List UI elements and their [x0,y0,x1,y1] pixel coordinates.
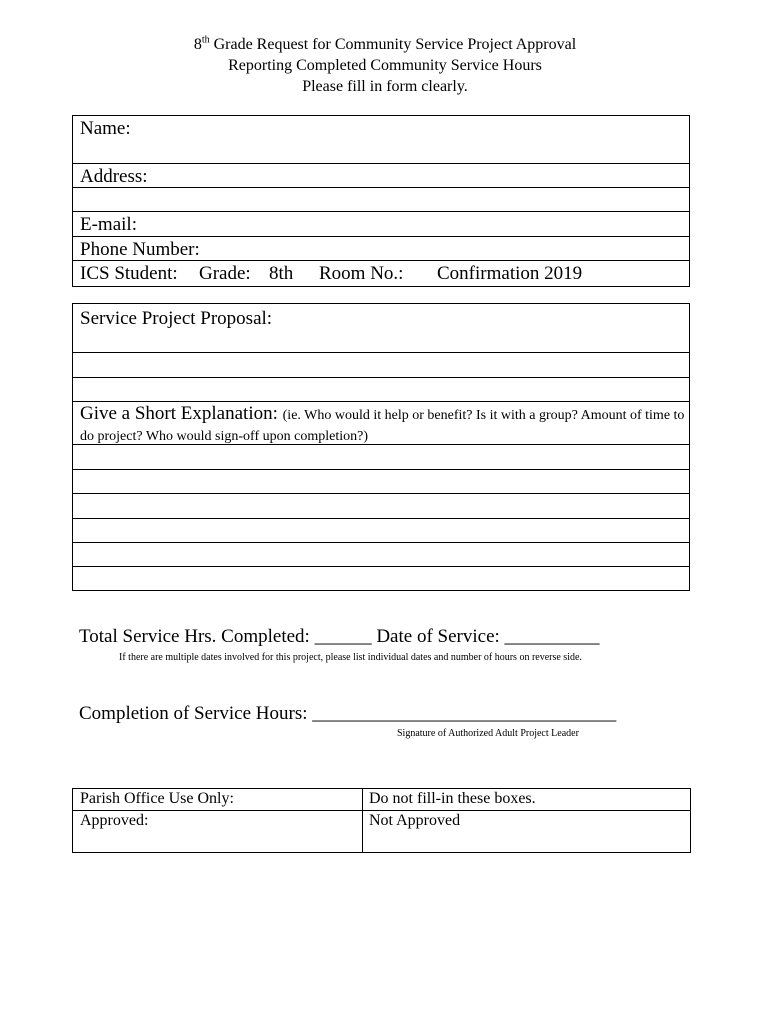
explanation-line-2[interactable] [73,470,689,494]
proposal-label: Service Project Proposal: [80,308,273,329]
explanation-line-5[interactable] [73,543,689,567]
address-row[interactable] [73,164,689,188]
confirmation-text: Confirmation 2019 [437,263,583,284]
ics-student-row[interactable] [73,261,689,286]
student-info-box [72,115,690,287]
approved-label: Approved: [80,812,149,829]
total-hours-line[interactable]: Total Service Hrs. Completed: ______ Date of Service: __________ [79,626,600,647]
explanation-label: Give a Short Explanation: [80,403,278,424]
phone-row[interactable] [73,237,689,261]
email-label: E-mail: [80,214,137,235]
office-row-divider [73,810,690,811]
form-subtitle: Reporting Completed Community Service Hours [228,57,542,74]
proposal-box [72,303,690,591]
grade-value: 8th [269,263,294,284]
form-instruction: Please fill in form clearly. [302,78,468,95]
form-title: 8th Grade Request for Community Service Project Approval [193,34,577,53]
email-row[interactable] [73,212,689,237]
explanation-line-1[interactable] [73,445,689,470]
name-label: Name: [80,118,131,139]
explanation-hint: (ie. Who would it help or benefit? Is it with a group? Amount of time to do project? Who would sign-off upon completion?) [80,408,685,444]
explanation-row[interactable] [73,402,689,445]
signature-note: Signature of Authorized Adult Project Leader [397,728,579,739]
proposal-line-2[interactable] [73,378,689,402]
address-row-2[interactable] [73,188,689,212]
room-label: Room No.: [319,263,404,284]
form-header [0,34,770,97]
ics-student-label: ICS Student: [80,263,178,284]
office-column-divider [362,789,363,852]
explanation-line-3[interactable] [73,494,689,519]
not-approved-label: Not Approved [369,812,461,829]
name-row[interactable] [73,116,689,164]
proposal-row[interactable] [73,304,689,353]
phone-label: Phone Number: [80,239,200,260]
completion-signature-line[interactable]: Completion of Service Hours: ________________________________ [79,703,617,724]
proposal-line-1[interactable] [73,353,689,378]
explanation-line-4[interactable] [73,519,689,543]
explanation-line-6[interactable] [73,567,689,590]
grade-label: Grade: [199,263,251,284]
do-not-fill-label: Do not fill-in these boxes. [369,790,536,807]
office-use-box [72,788,691,853]
address-label: Address: [80,166,148,187]
parish-office-label: Parish Office Use Only: [80,790,234,807]
multiple-dates-note: If there are multiple dates involved for this project, please list individual dates and number of hours on reverse side. [119,652,582,663]
